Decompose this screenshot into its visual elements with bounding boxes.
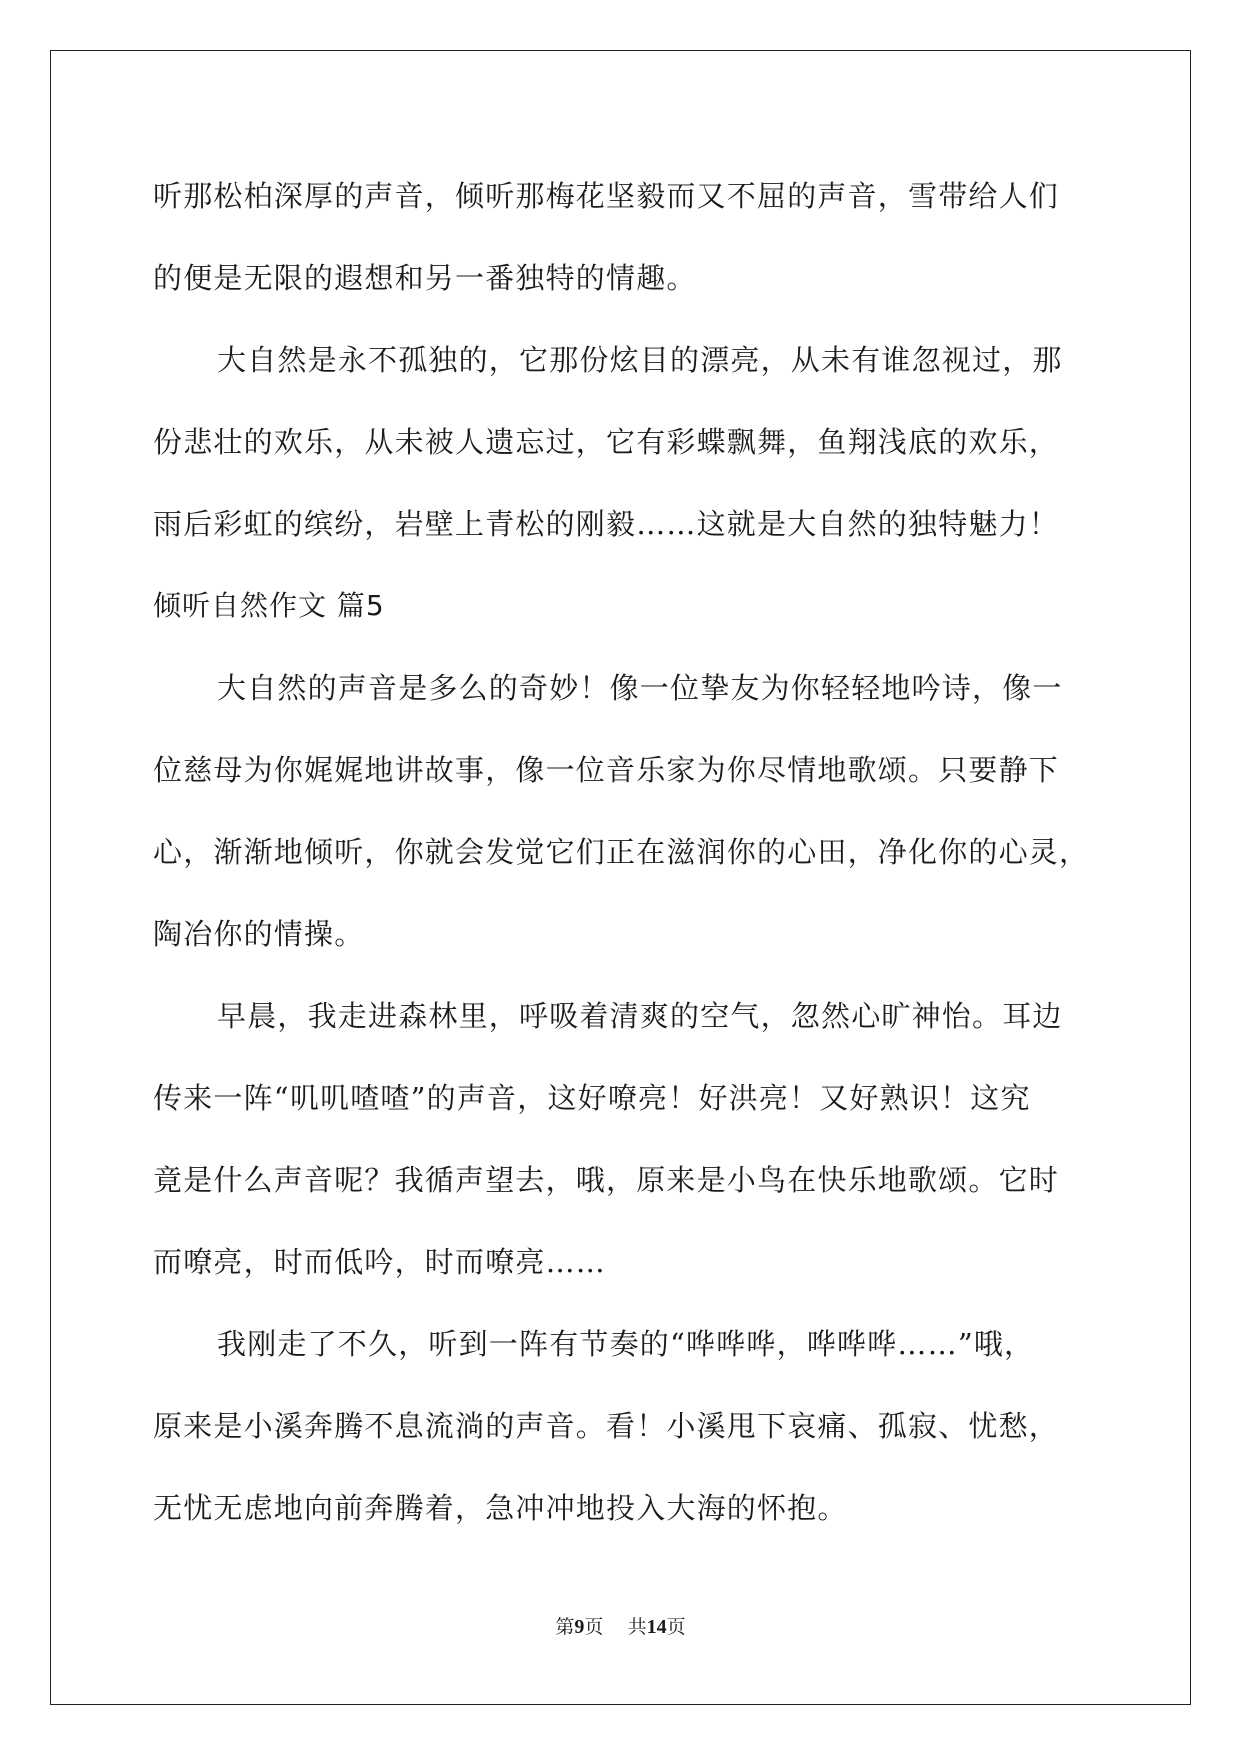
text-line: 我刚走了不久，听到一阵有节奏的“哗哗哗，哗哗哗……”哦，	[217, 1327, 1035, 1361]
text-line: 无忧无虑地向前奔腾着，急冲冲地投入大海的怀抱。	[153, 1491, 848, 1525]
document-body	[153, 155, 1093, 1549]
text-line: 早晨，我走进森林里，呼吸着清爽的空气，忽然心旷神怡。耳边	[217, 999, 1063, 1033]
text-line: 听那松柏深厚的声音，倾听那梅花坚毅而又不屈的声音，雪带给人们	[153, 179, 1060, 213]
footer-total-suffix: 页	[666, 1616, 686, 1638]
current-page-number: 9	[574, 1616, 585, 1638]
text-line: 传来一阵“叽叽喳喳”的声音，这好嘹亮！好洪亮！又好熟识！这究	[153, 1081, 1031, 1115]
text-line: 竟是什么声音呢？我循声望去，哦，原来是小鸟在快乐地歌颂。它时	[153, 1163, 1060, 1197]
text-line: 原来是小溪奔腾不息流淌的声音。看！小溪甩下哀痛、孤寂、忧愁，	[153, 1409, 1060, 1443]
text-line: 雨后彩虹的缤纷，岩壁上青松的刚毅……这就是大自然的独特魅力！	[153, 507, 1060, 541]
total-pages-number: 14	[646, 1616, 667, 1638]
footer-page-word: 页	[584, 1616, 604, 1638]
text-line: 而嘹亮，时而低吟，时而嘹亮……	[153, 1245, 607, 1279]
footer-prefix: 第	[555, 1616, 575, 1638]
footer-total-prefix: 共	[627, 1616, 647, 1638]
text-line: 陶冶你的情操。	[153, 917, 365, 951]
text-line: 大自然是永不孤独的，它那份炫目的漂亮，从未有谁忽视过，那	[217, 343, 1063, 377]
text-line: 的便是无限的遐想和另一番独特的情趣。	[153, 261, 697, 295]
text-line: 位慈母为你娓娓地讲故事，像一位音乐家为你尽情地歌颂。只要静下	[153, 753, 1060, 787]
text-line: 份悲壮的欢乐，从未被人遗忘过，它有彩蝶飘舞，鱼翔浅底的欢乐，	[153, 425, 1060, 459]
text-line: 心，渐渐地倾听，你就会发觉它们正在滋润你的心田，净化你的心灵，	[153, 835, 1090, 869]
text-line: 大自然的声音是多么的奇妙！像一位挚友为你轻轻地吟诗，像一	[217, 671, 1063, 705]
page-footer	[0, 1612, 1241, 1639]
section-heading: 倾听自然作文 篇5	[153, 589, 385, 622]
